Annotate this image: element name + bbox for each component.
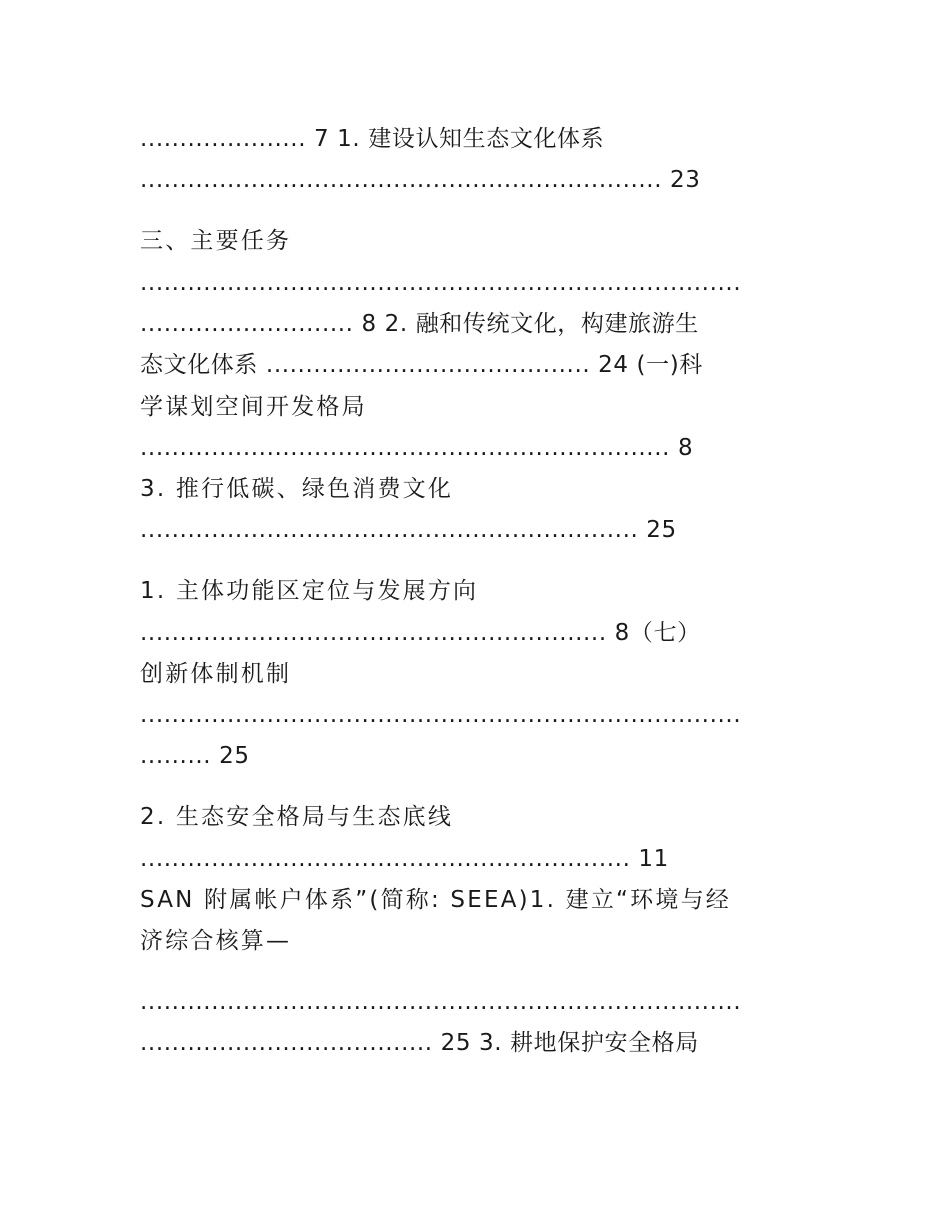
toc-line: .............................................................. 11	[140, 846, 669, 872]
toc-line: 1. 主体功能区定位与发展方向	[140, 578, 479, 604]
toc-line: 学谋划空间开发格局	[140, 394, 367, 420]
toc-line: SAN 附属帐户体系”(简称: SEEA)1. 建立“环境与经	[140, 887, 731, 913]
section-heading: 三、主要任务	[140, 228, 292, 254]
toc-line: 3. 推行低碳、绿色消费文化	[140, 476, 454, 502]
toc-line: ............................................................... 25	[140, 517, 677, 543]
toc-line: ........................... 8 2. 融和传统文化，构建旅游生	[140, 311, 699, 337]
toc-line: 创新体制机制	[140, 661, 292, 687]
toc-line: ..................... 7 1. 建设认知生态文化体系	[140, 126, 605, 152]
toc-line: 2. 生态安全格局与生态底线	[140, 804, 454, 830]
toc-line: 济综合核算—	[140, 928, 292, 954]
toc-line: ............................................................................	[140, 270, 742, 296]
toc-line: ............................................................................	[140, 989, 742, 1015]
toc-line: ............................................................................	[140, 702, 742, 728]
toc-line: ................................................................... 8	[140, 435, 694, 461]
toc-line: .................................................................. 23	[140, 167, 701, 193]
toc-line: ......... 25	[140, 743, 250, 769]
toc-line: ........................................................... 8（七）	[140, 620, 701, 646]
toc-line: ..................................... 25 3. 耕地保护安全格局	[140, 1030, 699, 1056]
toc-line: 态文化体系 ......................................... 24 (一)科	[140, 352, 703, 378]
